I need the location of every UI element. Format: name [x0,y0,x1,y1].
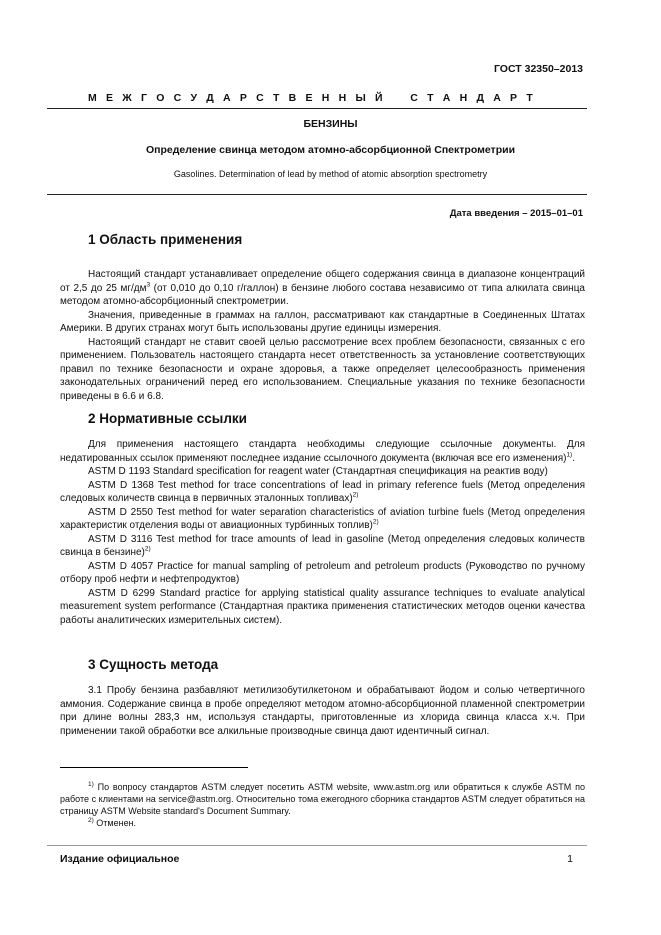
banner-letter: Е [305,92,313,104]
intro-date: Дата введения – 2015–01–01 [449,208,583,219]
banner-letter: А [442,92,451,104]
banner-letter: Н [321,92,330,104]
section-1-heading: 1 Область применения [88,232,243,247]
banner-letter: Д [206,92,214,104]
section-1-paragraph: Настоящий стандарт устанавливает определение общего содержания свинца в диапазоне концентраций от 2,5 до 25 $мг/дм^3$ (от 0,010 до 0,10 г/галлон) в бензине любого состава независимо от типа алкилата свинца методом атомно-абсорбционный спектрометрии. [60,269,585,307]
banner-letter: Г [141,92,147,104]
section-2-intro: Для применения настоящего стандарта необходимы следующие ссылочные документы. Для недатированных ссылок применяют последнее издание ссылочного документа (включая все его изменения)$^{1)}$. [60,439,585,464]
reference-item: ASTM D 1368 Test method for trace concentrations of lead in primary reference fuels (Метод определения следовых количеств свинца в первичных эталонных топливах)$^{2)}$ [60,479,585,504]
section-3-body [60,684,585,738]
section-3-heading: 3 Сущность метода [88,657,219,672]
banner-letter: А [493,92,501,104]
reference-item: ASTM D 6299 Standard practice for applying statistical quality assurance techniques to evaluate analytical measurement system performance (Стандартная практика применения статистических методов оценки качества работы аналитических измерительных систем). [60,587,585,626]
section-1-body [60,268,585,403]
banner-letter: Ж [122,92,132,104]
footnote-2: $^{2)}$ Отменен. [88,817,137,828]
section-3-paragraph: 3.1 Пробу бензина разбавляют метилизобутилкетоном и обрабатывают йодом и солью четвертичного аммония. Содержание свинца в пробе определяют методом атомно-абсорбционной пламенной спектрометрии при длине волны 283,3 нм, используя стандарты, приготовленные из хлорида свинца класса х.ч. При применении такой обработки все алкильные производные свинца дают идентичный сигнал. [60,685,585,737]
footer-rule [47,845,587,846]
footnote-separator [60,767,248,768]
banner-letter: Р [239,92,247,104]
banner-letter: Т [427,92,434,104]
banner-letter: Д [476,92,484,104]
footnotes [60,781,585,829]
interstate-standard-banner [88,92,533,104]
banner-letter: Ы [355,92,366,104]
reference-item: ASTM D 4057 Practice for manual sampling of petroleum and petroleum products (Руководство по ручному отбору проб нефти и нефтепродуктов) [60,560,585,585]
doc-title: БЕНЗИНЫ [303,118,358,130]
official-edition-label: Издание официальное [60,853,180,865]
banner-letter: В [288,92,297,104]
banner-letter: Й [374,92,383,104]
footnote-1: $^{1)}$ По вопросу стандартов ASTM следует посетить ASTM website, www.astm.org или обратиться к службе ASTM по работе с клиентами на service@astm.org. Относительно тома ежегодного сборника стандартов ASTM следует обратиться на страницу ASTM Website standard's Document Summary. [60,781,585,816]
banner-letter: А [223,92,231,104]
banner-letter: Т [526,92,533,104]
reference-item: ASTM D 1193 Standard specification for reagent water (Стандартная спецификация на реактив воду) [88,466,548,477]
section-1-paragraph: Значения, приведенные в граммах на галлон, рассматривают как стандартные в Соединенных Штатах Америки. В других странах могут быть использованы другие единицы измерения. [60,309,585,334]
banner-letter: С [410,92,418,104]
banner-letter: Н [338,92,347,104]
banner-letter: М [88,92,97,104]
reference-list [60,465,585,627]
section-1-paragraph: Настоящий стандарт не ставит своей целью рассмотрение всех проблем безопасности, связанных с его применением. Пользователь настоящего стандарта несет ответственность за установление соответствующих правил по технике безопасности и охране здоровья, а также определяет целесообразность применения законодательных ограничений перед его использованием. Специальные указания по технике безопасности приведены в 6.6 и 6.8. [60,336,585,402]
banner-letter: Р [510,92,518,104]
title-rule [47,194,587,195]
banner-letter: О [156,92,165,104]
banner-letter: С [256,92,264,104]
banner-letter: С [173,92,182,104]
section-2-body [60,438,585,627]
standard-code: ГОСТ 32350–2013 [493,63,583,75]
page-number: 1 [567,853,573,865]
banner-letter: Е [106,92,114,104]
header-rule [47,108,587,109]
reference-item: ASTM D 3116 Test method for trace amounts of lead in gasoline (Метод определения следовых количеств свинца в бензине)$^{2)}$ [60,533,585,558]
doc-english-title: Gasolines. Determination of lead by method of atomic absorption spectrometry [173,169,488,179]
banner-letter: У [190,92,198,104]
banner-letter: Т [272,92,280,104]
reference-item: ASTM D 2550 Test method for water separation characteristics of aviation turbine fuels (Метод определения характеристик отделения воды от авиационных турбинных топлив)$^{2)}$ [60,506,585,531]
section-2-heading: 2 Нормативные ссылки [88,411,247,426]
doc-subtitle: Определение свинца методом атомно-абсорбционной Спектрометрии [145,144,516,156]
banner-letter: Н [459,92,468,104]
